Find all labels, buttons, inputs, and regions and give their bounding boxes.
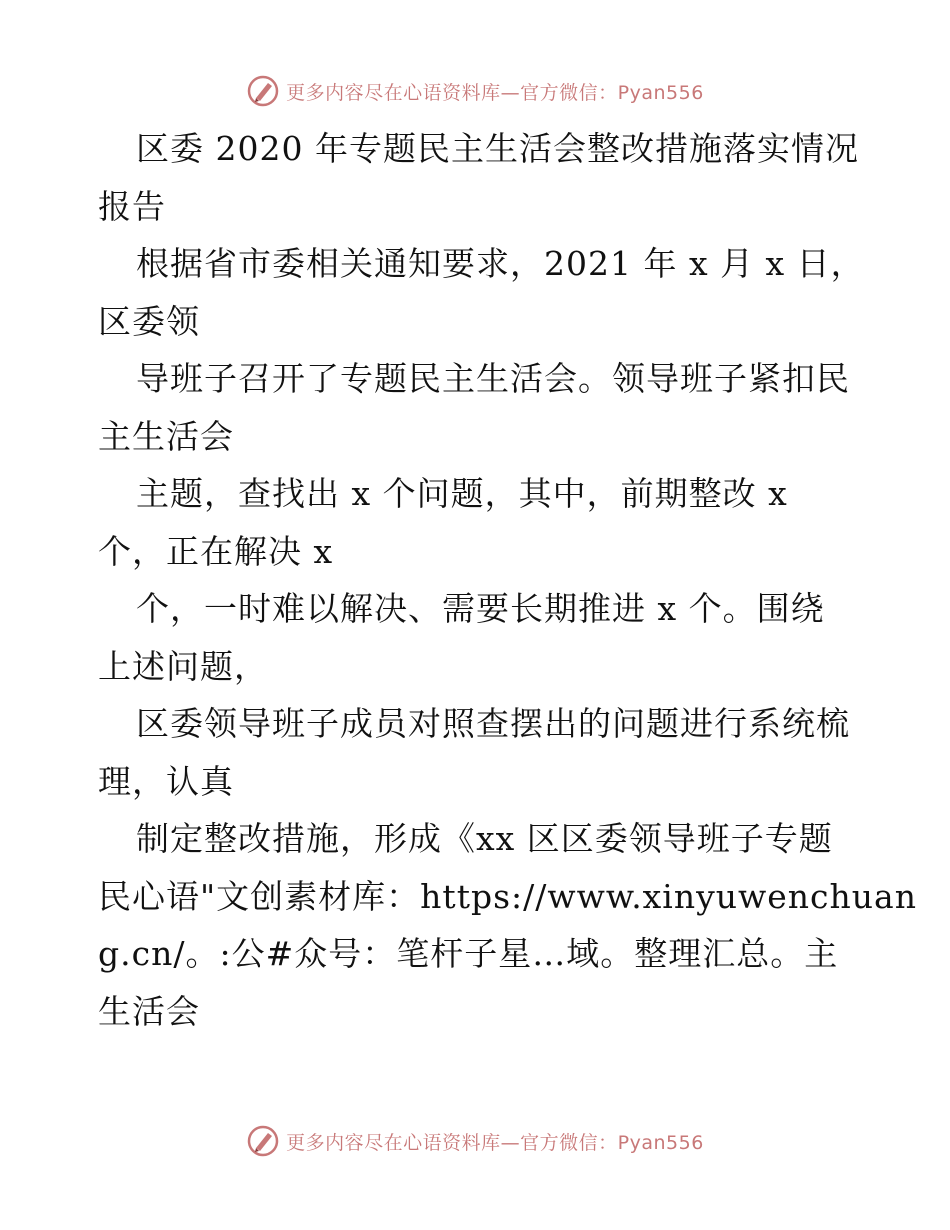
paragraph-line: 制定整改措施，形成《xx 区区委领导班子专题	[136, 819, 833, 858]
watermark-text: 更多内容尽在心语资料库—官方微信：Pyan556	[286, 1131, 704, 1154]
paragraph-line: 个，正在解决 x	[98, 531, 334, 571]
paragraph-line: 主生活会	[98, 416, 234, 456]
watermark-text: 更多内容尽在心语资料库—官方微信：Pyan556	[286, 81, 704, 104]
pen-logo-icon	[246, 74, 280, 108]
paragraph-line: g.cn/。:公#众号：笔杆子星…域。整理汇总。主	[98, 934, 839, 973]
paragraph-line: 导班子召开了专题民主生活会。领导班子紧扣民	[136, 359, 850, 398]
paragraph-line: 上述问题，	[98, 646, 268, 686]
paragraph-line: 区委领导班子成员对照查摆出的问题进行系统梳	[136, 704, 850, 743]
watermark-footer	[0, 1121, 950, 1161]
title-line: 区委 2020 年专题民主生活会整改措施落实情况	[136, 129, 859, 168]
paragraph-line: 理，认真	[98, 761, 234, 801]
document-body	[98, 120, 917, 1040]
watermark-header	[0, 71, 950, 111]
paragraph-line: 区委领	[98, 301, 200, 341]
pen-logo-icon	[246, 1124, 280, 1158]
paragraph-line: 主题，查找出 x 个问题，其中，前期整改 x	[136, 474, 788, 513]
paragraph-line: 民心语"文创素材库：https://www.xinyuwenchuan	[98, 876, 917, 916]
paragraph-line: 根据省市委相关通知要求，2021 年 x 月 x 日，	[136, 244, 865, 283]
paragraph-line: 个，一时难以解决、需要长期推进 x 个。围绕	[136, 589, 825, 628]
title-line: 报告	[98, 186, 166, 226]
paragraph-line: 生活会	[98, 991, 200, 1031]
